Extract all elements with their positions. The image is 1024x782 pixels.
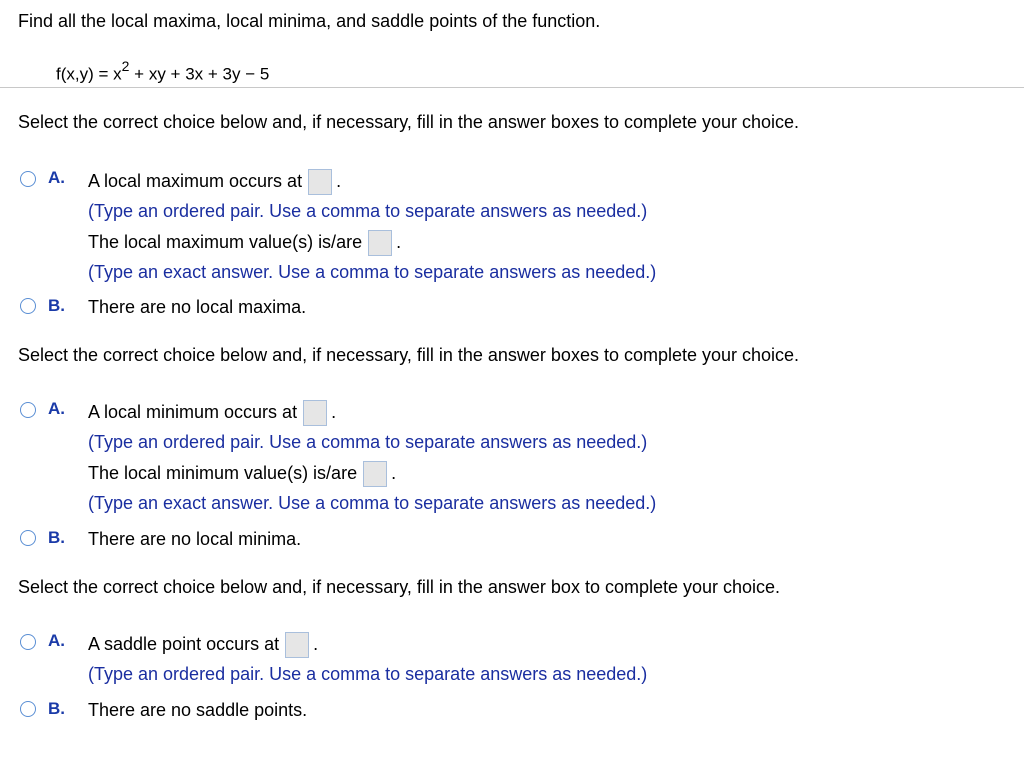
hint-exact-answer: (Type an exact answer. Use a comma to separate answers as needed.) <box>88 493 657 513</box>
choice-text: There are no local maxima. <box>88 297 307 317</box>
local-min-label: A local minimum occurs at <box>88 401 298 422</box>
period: . <box>336 170 342 191</box>
choice-letter: B. <box>48 528 65 547</box>
period: . <box>313 633 319 654</box>
hint-exact-answer: (Type an exact answer. Use a comma to separate answers as needed.) <box>88 262 657 282</box>
question-header <box>0 0 1024 88</box>
question-prompt: Find all the local maxima, local minima, and saddle points of the function. <box>18 11 601 31</box>
radio-button[interactable] <box>20 701 36 717</box>
part-saddle-points <box>18 576 1006 720</box>
period: . <box>391 462 397 483</box>
part-local-minima <box>18 344 1006 549</box>
choice-text-line1 <box>88 169 341 195</box>
local-min-point-answer-box[interactable] <box>303 400 327 426</box>
hint-ordered-pair: (Type an ordered pair. Use a comma to separate answers as needed.) <box>88 664 648 684</box>
radio-button[interactable] <box>20 298 36 314</box>
radio-button[interactable] <box>20 634 36 650</box>
radio-button[interactable] <box>20 171 36 187</box>
local-min-value-label: The local minimum value(s) is/are <box>88 462 358 483</box>
period: . <box>396 231 402 252</box>
local-max-value-label: The local maximum value(s) is/are <box>88 231 363 252</box>
choice-letter: B. <box>48 296 65 315</box>
saddle-point-label: A saddle point occurs at <box>88 633 280 654</box>
choice-letter: A. <box>48 631 65 650</box>
choice-letter: A. <box>48 399 65 418</box>
instruction-text: Select the correct choice below and, if necessary, fill in the answer boxes to complete your choice. <box>18 112 800 132</box>
local-max-label: A local maximum occurs at <box>88 170 303 191</box>
choice-text-line2 <box>88 461 396 487</box>
formula-right: + xy + 3x + 3y − 5 <box>129 64 270 84</box>
choice-letter: B. <box>48 699 65 718</box>
part-local-maxima <box>18 111 1006 317</box>
period: . <box>331 401 337 422</box>
choice-text-line1 <box>88 400 336 426</box>
formula-left: f(x,y) = x <box>56 64 122 84</box>
formula-exponent: 2 <box>121 58 130 74</box>
function-formula <box>56 58 1006 85</box>
local-max-value-answer-box[interactable] <box>368 230 392 256</box>
local-max-point-answer-box[interactable] <box>308 169 332 195</box>
instruction-text: Select the correct choice below and, if necessary, fill in the answer box to complete your choice. <box>18 577 781 597</box>
hint-ordered-pair: (Type an ordered pair. Use a comma to separate answers as needed.) <box>88 201 648 221</box>
radio-button[interactable] <box>20 402 36 418</box>
radio-button[interactable] <box>20 530 36 546</box>
choice-text-line1 <box>88 632 318 658</box>
choice-text: There are no local minima. <box>88 529 302 549</box>
hint-ordered-pair: (Type an ordered pair. Use a comma to separate answers as needed.) <box>88 432 648 452</box>
choice-letter: A. <box>48 168 65 187</box>
instruction-text: Select the correct choice below and, if necessary, fill in the answer boxes to complete your choice. <box>18 345 800 365</box>
saddle-point-answer-box[interactable] <box>285 632 309 658</box>
local-min-value-answer-box[interactable] <box>363 461 387 487</box>
choice-text: There are no saddle points. <box>88 700 308 720</box>
choice-text-line2 <box>88 230 401 256</box>
